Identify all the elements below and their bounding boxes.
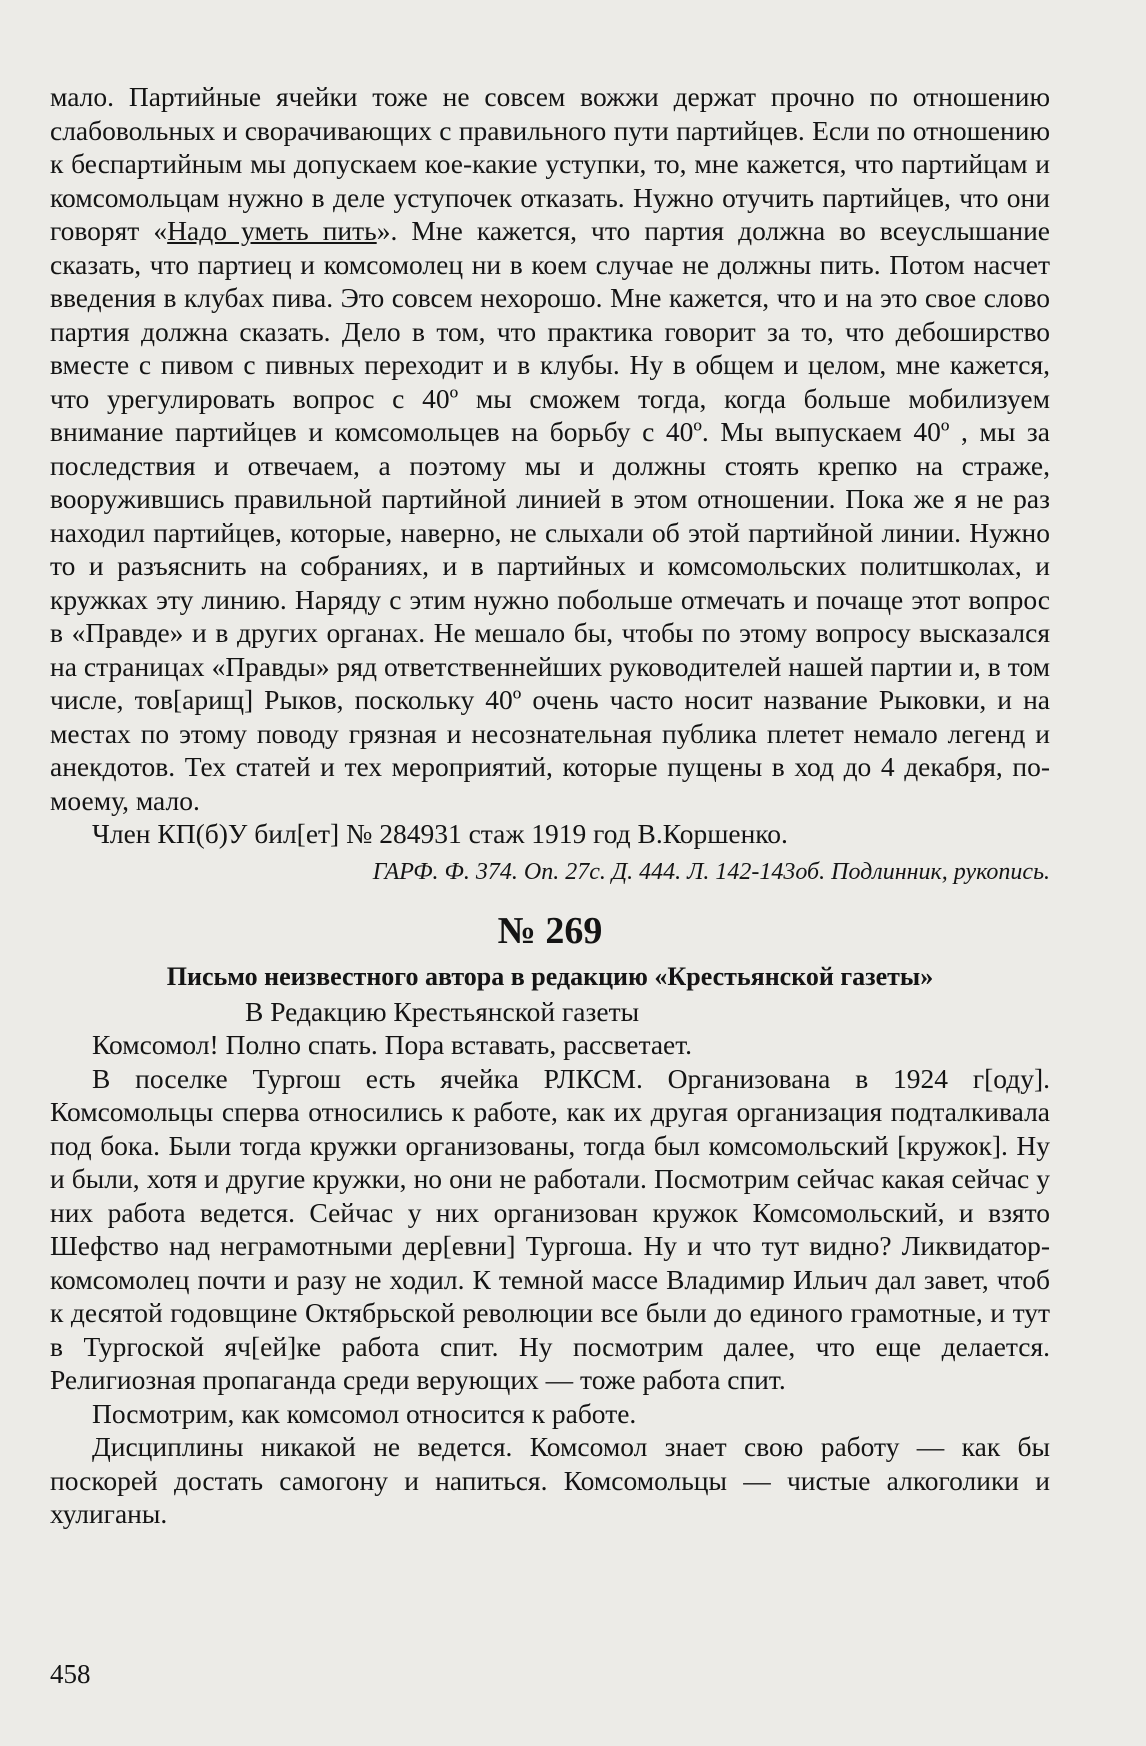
letter-paragraph-3: Посмотрим, как комсомол относится к работе. xyxy=(92,1397,637,1429)
page-content xyxy=(50,80,1050,1531)
letter-paragraph-1: Комсомол! Полно спать. Пора вставать, рассветает. xyxy=(92,1029,693,1060)
letter-paragraph-2: В поселке Тургош есть ячейка РЛКСМ. Организована в 1924 г[оду]. Комсомольцы сперва относились к работе, как их другая организация подталкивала под бока. Были тогда кружки организованы, тогда был комсомольский [кружок]. Ну и были, хотя и другие кружки, но они не работали. Посмотрим сейчас какая сейчас у них работа ведется. Сейчас у них организован кружок Комсомольский, и взято Шефство над неграмотными дер[евни] Тургоша. Ну и что тут видно? Ликвидатор-комсомолец почти и разу не ходил. К темной массе Владимир Ильич дал завет, чтоб к десятой годовщине Октябрьской революции все были до единого грамотные, и тут в Тургоской яч[ей]ке работа спит. Ну посмотрим далее, что еще делается. Религиозная пропаганда среди верующих — тоже работа спит. xyxy=(50,1062,1050,1395)
underlined-quote: Надо уметь пить xyxy=(167,215,377,246)
continuation-paragraph xyxy=(50,80,1050,817)
paragraph-text-part-2: ». Мне кажется, что партия должна во всеуслышание сказать, что партиец и комсомолец ни в коем случае не должны пить. Потом насчет введения в клубах пива. Это совсем нехорошо. Мне кажется, что и на это свое слово партия должна сказать. Дело в том, что практика говорит за то, что дебоширство вместе с пивом с пивных переходит и в клубы. Ну в общем и целом, мне кажется, что урегулировать вопрос с 40º мы сможем тогда, когда больше мобилизуем внимание партийцев и комсомольцев на борьбу с 40º. Мы выпускаем 40º , мы за последствия и отвечаем, а поэтому мы и должны стоять крепко на страже, вооружившись правильной партийной линией в этом отношении. Пока же я не раз находил партийцев, которые, наверно, не слыхали об этой партийной линии. Нужно то и разъяснить на собраниях, и в партийных и комсомольских политшколах, и кружках эту линию. Наряду с этим нужно побольше отмечать и почаще этот вопрос в «Правде» и в других органах. Не мешало бы, чтобы по этому вопросу высказался на страницах «Правды» ряд ответственнейших руководителей нашей партии и, в том числе, тов[арищ] Рыков, поскольку 40º очень часто носит название Рыковки, и на местах по этому поводу грязная и несознательная публика плетет немало легенд и анекдотов. Тех статей и тех мероприятий, которые пущены в ход до 4 декабря, по-моему, мало. xyxy=(50,215,1050,816)
archive-source-reference: ГАРФ. Ф. 374. Оп. 27с. Д. 444. Л. 142-143об. Подлинник, рукопись. xyxy=(372,858,1050,885)
letter-addressee: В Редакцию Крестьянской газеты xyxy=(245,995,640,1027)
signature-line: Член КП(б)У бил[ет] № 284931 стаж 1919 год В.Коршенко. xyxy=(92,818,788,849)
document-title: Письмо неизвестного автора в редакцию «Крестьянской газеты» xyxy=(166,961,934,991)
page-number: 458 xyxy=(50,1659,91,1689)
paragraph-text-part-1: мало. Партийные ячейки тоже не совсем вожжи держат прочно по отношению слабовольных и сворачивающих с правильного пути партийцев. Если по отношению к беспартийным мы допускаем кое-какие уступки, то, мне кажется, что партийцам и комсомольцам нужно в деле уступочек отказать. Нужно отучить партийцев, что они говорят « xyxy=(50,81,1050,246)
letter-paragraph-4: Дисциплины никакой не ведется. Комсомол знает свою работу — как бы поскорей достать самогону и напиться. Комсомольцы — чистые алкоголики и хулиганы. xyxy=(50,1431,1050,1529)
document-number: № 269 xyxy=(497,909,603,952)
